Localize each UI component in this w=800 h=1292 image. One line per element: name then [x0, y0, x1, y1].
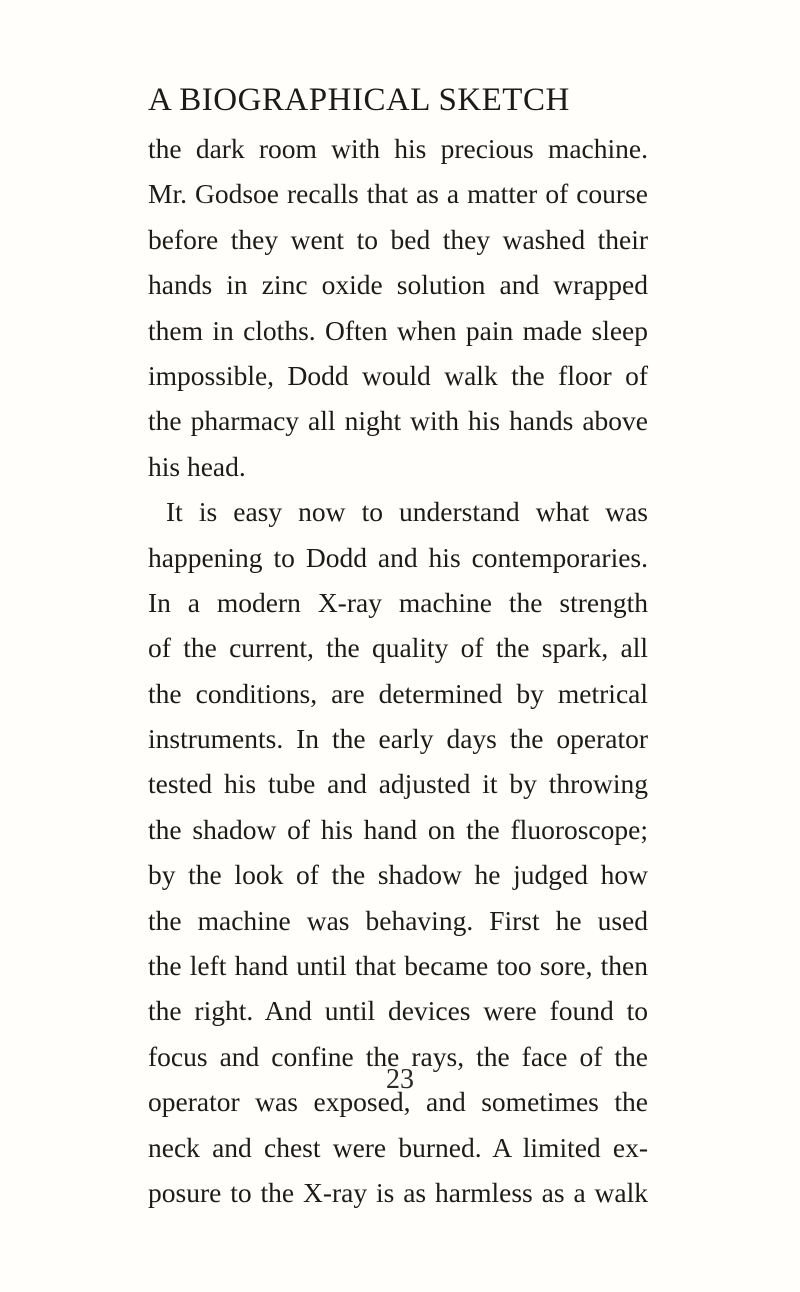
text-line: impossible, Dodd would walk the floor of [148, 359, 648, 391]
text-line: Mr. Godsoe recalls that as a matter of course [148, 178, 648, 210]
text-line: neck and chest were burned. A limited ex- [148, 1131, 648, 1163]
text-line: the pharmacy all night with his hands above [148, 405, 648, 437]
running-head: A BIOGRAPHICAL SKETCH [148, 82, 570, 118]
text-line: them in cloths. Often when pain made sleep [148, 314, 648, 346]
text-line: It is easy now to understand what was [166, 496, 648, 528]
body-text [148, 126, 648, 1215]
text-line: tested his tube and adjusted it by throwing [148, 768, 648, 800]
text-line: happening to Dodd and his contemporaries. [148, 541, 648, 573]
text-line: hands in zinc oxide solution and wrapped [148, 269, 648, 301]
text-line: before they went to bed they washed their [148, 223, 648, 255]
text-line: the right. And until devices were found to [148, 995, 648, 1027]
text-line: the conditions, are determined by metrical [148, 677, 648, 709]
text-line: operator was exposed, and sometimes the [148, 1086, 648, 1118]
text-line: of the current, the quality of the spark, all [148, 632, 648, 664]
text-line: the dark room with his precious machine. [148, 133, 648, 164]
text-line: In a modern X-ray machine the strength [148, 586, 648, 618]
page-number: 23 [386, 1064, 414, 1095]
text-line: the machine was behaving. First he used [148, 904, 648, 936]
text-line: by the look of the shadow he judged how [148, 859, 648, 891]
text-line: his head. [148, 450, 246, 482]
text-line: the left hand until that became too sore, then [148, 950, 648, 982]
text-line: focus and confine the rays, the face of the [148, 1040, 648, 1072]
text-line: posure to the X-ray is as harmless as a walk [148, 1176, 648, 1208]
text-line: instruments. In the early days the operator [148, 723, 648, 755]
text-line: the shadow of his hand on the fluoroscope; [148, 813, 648, 845]
